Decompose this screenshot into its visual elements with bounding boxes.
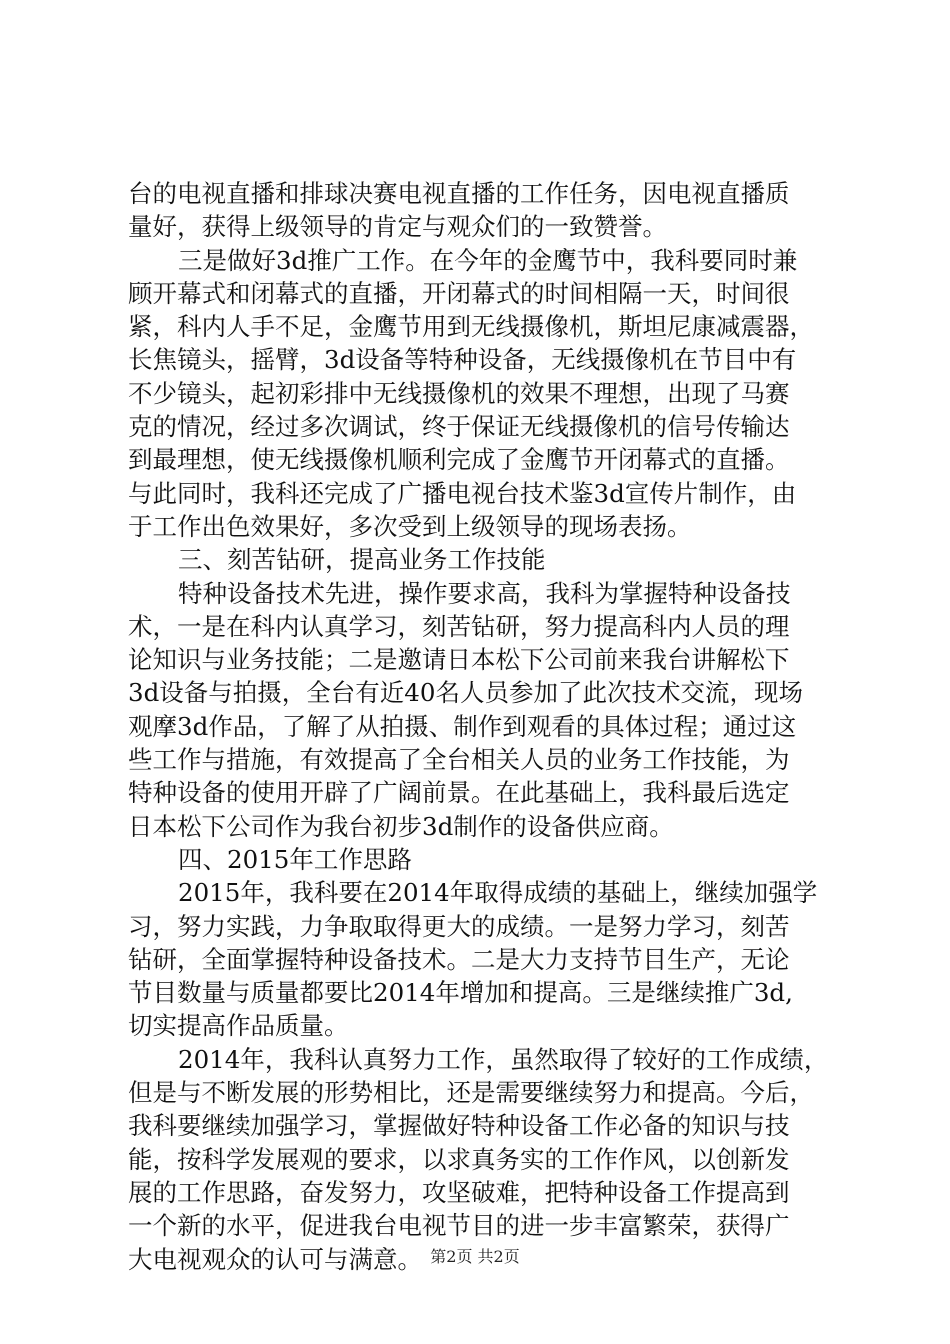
text-line: 3d设备与拍摄，全台有近40名人员参加了此次技术交流，现场 bbox=[128, 678, 803, 708]
text-line: 日本松下公司作为我台初步3d制作的设备供应商。 bbox=[128, 811, 674, 841]
paragraph-start: 2014年，我科认真努力工作，虽然取得了较好的工作成绩， bbox=[178, 1044, 829, 1074]
text-line: 论知识与业务技能；二是邀请日本松下公司前来我台讲解松下 bbox=[128, 645, 790, 675]
text-line: 特种设备的使用开辟了广阔前景。在此基础上，我科最后选定 bbox=[128, 778, 790, 808]
section-heading: 四、2015年工作思路 bbox=[178, 844, 412, 874]
text-line: 紧，科内人手不足，金鹰节用到无线摄像机，斯坦尼康减震器， bbox=[128, 312, 814, 342]
text-line: 到最理想，使无线摄像机顺利完成了金鹰节开闭幕式的直播。 bbox=[128, 445, 790, 475]
document-body bbox=[128, 177, 848, 1276]
paragraph-start: 三是做好3d推广工作。在今年的金鹰节中，我科要同时兼 bbox=[178, 245, 798, 275]
text-line: 量好，获得上级领导的肯定与观众们的一致赞誉。 bbox=[128, 212, 667, 242]
text-line: 能，按科学发展观的要求，以求真务实的工作作风，以创新发 bbox=[128, 1144, 790, 1174]
text-line: 习，努力实践，力争取取得更大的成绩。一是努力学习，刻苦 bbox=[128, 911, 790, 941]
text-line: 顾开幕式和闭幕式的直播，开闭幕式的时间相隔一天，时间很 bbox=[128, 278, 790, 308]
text-line: 不少镜头，起初彩排中无线摄像机的效果不理想，出现了马赛 bbox=[128, 378, 790, 408]
text-line: 节目数量与质量都要比2014年增加和提高。三是继续推广3d, bbox=[128, 978, 793, 1008]
text-line: 钻研，全面掌握特种设备技术。二是大力支持节目生产，无论 bbox=[128, 944, 790, 974]
section-heading: 三、刻苦钻研，提高业务工作技能 bbox=[178, 545, 546, 575]
text-line: 克的情况，经过多次调试，终于保证无线摄像机的信号传输达 bbox=[128, 412, 790, 442]
paragraph-start: 2015年，我科要在2014年取得成绩的基础上，继续加强学 bbox=[178, 878, 818, 908]
text-line: 与此同时，我科还完成了广播电视台技术鉴3d宣传片制作，由 bbox=[128, 478, 797, 508]
text-line: 于工作出色效果好，多次受到上级领导的现场表扬。 bbox=[128, 511, 692, 541]
text-line: 术，一是在科内认真学习，刻苦钻研，努力提高科内人员的理 bbox=[128, 611, 790, 641]
text-line: 我科要继续加强学习，掌握做好特种设备工作必备的知识与技 bbox=[128, 1111, 790, 1141]
text-line: 长焦镜头，摇臂，3d设备等特种设备，无线摄像机在节目中有 bbox=[128, 345, 797, 375]
text-line: 些工作与措施，有效提高了全台相关人员的业务工作技能，为 bbox=[128, 745, 790, 775]
text-line: 展的工作思路，奋发努力，攻坚破难，把特种设备工作提高到 bbox=[128, 1177, 790, 1207]
text-line: 切实提高作品质量。 bbox=[128, 1011, 349, 1041]
text-line: 台的电视直播和排球决赛电视直播的工作任务，因电视直播质 bbox=[128, 179, 790, 208]
paragraph-start: 特种设备技术先进，操作要求高，我科为掌握特种设备技 bbox=[178, 578, 791, 608]
text-line: 但是与不断发展的形势相比，还是需要继续努力和提高。今后， bbox=[128, 1078, 814, 1108]
text-line: 观摩3d作品，了解了从拍摄、制作到观看的具体过程；通过这 bbox=[128, 711, 797, 741]
text-line: 一个新的水平，促进我台电视节目的进一步丰富繁荣，获得广 bbox=[128, 1211, 790, 1241]
page-footer: 第2页 共2页 bbox=[430, 1247, 520, 1266]
text-line: 大电视观众的认可与满意。 bbox=[128, 1244, 422, 1274]
